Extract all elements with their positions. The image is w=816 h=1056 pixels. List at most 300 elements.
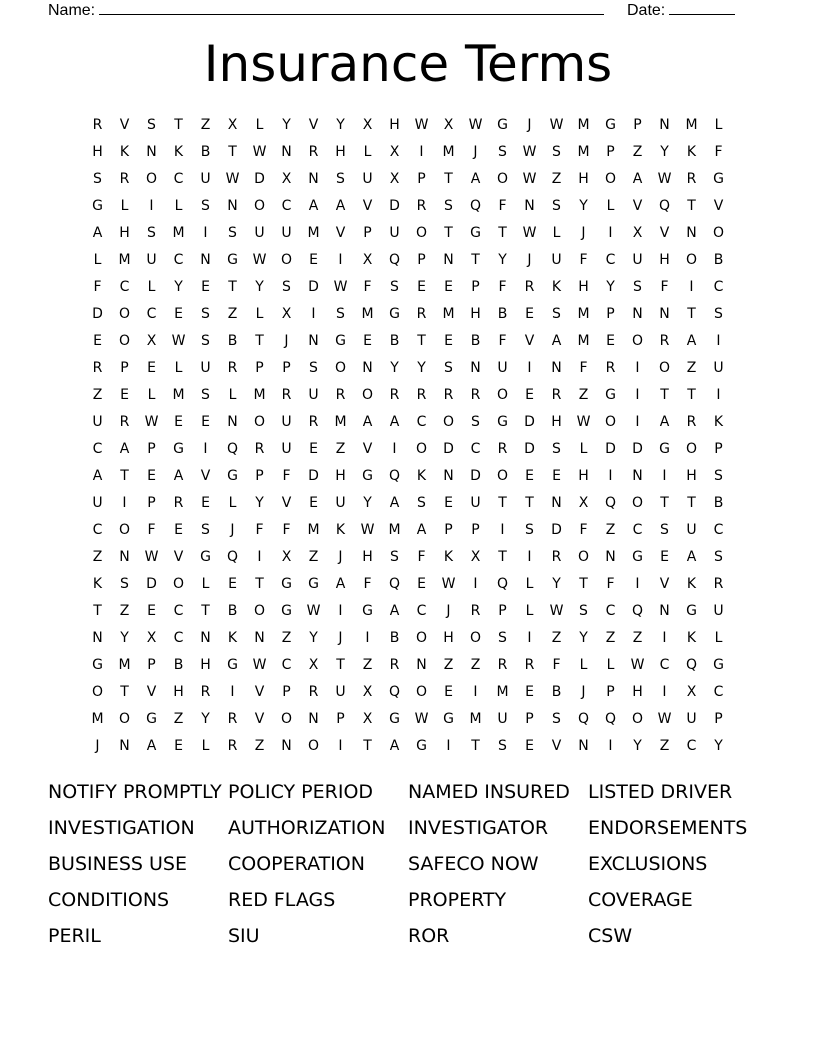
grid-cell: B: [173, 657, 184, 673]
grid-cell: W: [414, 711, 429, 727]
grid-cell: P: [498, 603, 507, 619]
word-list-item: NAMED INSURED: [408, 781, 570, 803]
grid-cell: E: [525, 387, 534, 403]
grid-cell: N: [362, 360, 373, 376]
grid-cell: L: [363, 144, 372, 160]
grid-cell: N: [200, 630, 211, 646]
grid-cell: R: [335, 387, 346, 403]
grid-cell: Q: [631, 603, 644, 619]
word-list-item: COVERAGE: [588, 889, 693, 911]
grid-cell: O: [415, 684, 428, 700]
grid-cell: L: [525, 576, 534, 592]
grid-cell: H: [686, 468, 697, 484]
grid-cell: I: [689, 279, 694, 295]
grid-cell: R: [416, 198, 427, 214]
grid-cell: K: [173, 144, 184, 160]
grid-cell: V: [524, 333, 535, 349]
grid-cell: E: [174, 738, 183, 754]
grid-cell: I: [608, 225, 613, 241]
grid-cell: U: [362, 171, 373, 187]
grid-cell: I: [608, 468, 613, 484]
grid-cell: L: [525, 603, 534, 619]
grid-cell: S: [309, 360, 318, 376]
grid-cell: M: [118, 657, 131, 673]
grid-cell: L: [228, 387, 237, 403]
grid-cell: W: [252, 657, 267, 673]
grid-cell: W: [522, 144, 537, 160]
grid-cell: R: [416, 306, 427, 322]
grid-cell: R: [713, 576, 724, 592]
grid-cell: C: [173, 171, 184, 187]
grid-cell: C: [686, 738, 697, 754]
grid-cell: G: [227, 657, 238, 673]
grid-cell: H: [470, 306, 481, 322]
grid-cell: Q: [496, 576, 509, 592]
grid-cell: R: [173, 495, 184, 511]
grid-cell: N: [308, 711, 319, 727]
grid-cell: C: [416, 414, 427, 430]
page-title: Insurance Terms: [203, 35, 613, 93]
grid-cell: E: [174, 414, 183, 430]
grid-cell: W: [522, 171, 537, 187]
grid-cell: X: [389, 144, 400, 160]
grid-cell: A: [335, 576, 346, 592]
grid-cell: C: [173, 252, 184, 268]
grid-cell: V: [254, 684, 265, 700]
word-list-item: PROPERTY: [408, 889, 507, 911]
grid-cell: V: [362, 441, 373, 457]
grid-cell: R: [389, 657, 400, 673]
grid-cell: P: [714, 441, 723, 457]
grid-cell: Q: [388, 576, 401, 592]
grid-cell: A: [389, 603, 400, 619]
grid-cell: S: [147, 225, 156, 241]
grid-cell: H: [362, 549, 373, 565]
grid-cell: P: [417, 252, 426, 268]
word-list-item: INVESTIGATION: [48, 817, 195, 839]
grid-cell: G: [713, 657, 724, 673]
grid-cell: V: [335, 225, 346, 241]
grid-cell: T: [525, 495, 534, 511]
grid-cell: F: [498, 279, 507, 295]
grid-cell: A: [416, 522, 427, 538]
grid-cell: F: [363, 279, 372, 295]
grid-cell: Z: [254, 738, 265, 754]
grid-cell: E: [606, 333, 615, 349]
date-label: Date:: [627, 2, 666, 19]
grid-cell: Q: [469, 198, 482, 214]
grid-cell: L: [93, 252, 102, 268]
grid-cell: S: [444, 198, 453, 214]
grid-cell: T: [444, 225, 453, 241]
grid-cell: H: [632, 684, 643, 700]
grid-cell: E: [660, 549, 669, 565]
grid-cell: A: [632, 171, 643, 187]
grid-cell: H: [578, 279, 589, 295]
grid-cell: Q: [388, 684, 401, 700]
grid-cell: N: [524, 198, 535, 214]
grid-cell: K: [686, 144, 697, 160]
grid-cell: T: [228, 144, 237, 160]
grid-cell: Y: [309, 630, 318, 646]
grid-cell: A: [92, 225, 103, 241]
word-list-item: SAFECO NOW: [408, 853, 539, 875]
grid-cell: W: [144, 549, 159, 565]
grid-cell: C: [146, 306, 157, 322]
grid-cell: S: [201, 522, 210, 538]
grid-cell: I: [122, 495, 127, 511]
grid-cell: L: [174, 198, 183, 214]
grid-cell: O: [415, 630, 428, 646]
grid-cell: Z: [119, 603, 130, 619]
grid-cell: I: [527, 360, 532, 376]
grid-cell: I: [392, 441, 397, 457]
grid-cell: B: [227, 603, 238, 619]
grid-cell: G: [335, 333, 346, 349]
grid-cell: F: [363, 576, 372, 592]
grid-cell: T: [201, 603, 210, 619]
grid-cell: A: [551, 333, 562, 349]
grid-cell: O: [496, 171, 509, 187]
grid-cell: V: [254, 711, 265, 727]
grid-cell: D: [308, 468, 319, 484]
grid-cell: G: [713, 171, 724, 187]
grid-cell: P: [417, 171, 426, 187]
grid-cell: Y: [255, 279, 264, 295]
word-list-item: PERIL: [48, 925, 101, 947]
grid-cell: P: [606, 306, 615, 322]
grid-cell: S: [525, 522, 534, 538]
grid-cell: O: [604, 171, 617, 187]
grid-cell: T: [120, 684, 129, 700]
grid-cell: P: [606, 144, 615, 160]
grid-cell: W: [576, 414, 591, 430]
grid-cell: T: [363, 738, 372, 754]
grid-cell: G: [632, 549, 643, 565]
grid-cell: T: [255, 333, 264, 349]
grid-cell: R: [686, 414, 697, 430]
date-group: [627, 0, 735, 20]
grid-cell: Z: [470, 657, 481, 673]
grid-cell: D: [92, 306, 103, 322]
grid-cell: W: [252, 252, 267, 268]
grid-cell: F: [498, 198, 507, 214]
grid-cell: P: [147, 495, 156, 511]
grid-cell: J: [338, 549, 343, 565]
grid-cell: M: [577, 117, 590, 133]
grid-cell: V: [551, 738, 562, 754]
grid-cell: S: [444, 360, 453, 376]
grid-cell: F: [714, 144, 723, 160]
grid-cell: X: [281, 306, 292, 322]
grid-cell: C: [173, 630, 184, 646]
grid-cell: F: [579, 252, 588, 268]
grid-cell: Z: [335, 441, 346, 457]
grid-cell: G: [281, 576, 292, 592]
grid-cell: M: [442, 144, 455, 160]
grid-cell: I: [338, 252, 343, 268]
grid-cell: Y: [336, 117, 345, 133]
grid-cell: T: [228, 279, 237, 295]
name-field[interactable]: [99, 0, 604, 15]
grid-cell: N: [632, 306, 643, 322]
grid-cell: R: [389, 387, 400, 403]
grid-cell: P: [444, 522, 453, 538]
grid-cell: A: [119, 441, 130, 457]
grid-cell: X: [632, 225, 643, 241]
grid-cell: N: [227, 198, 238, 214]
grid-cell: S: [120, 576, 129, 592]
grid-cell: B: [389, 630, 400, 646]
grid-cell: T: [120, 468, 129, 484]
grid-cell: A: [308, 198, 319, 214]
grid-cell: L: [228, 495, 237, 511]
grid-cell: E: [525, 738, 534, 754]
grid-cell: O: [631, 711, 644, 727]
grid-cell: Q: [388, 468, 401, 484]
grid-cell: H: [551, 414, 562, 430]
grid-cell: N: [659, 117, 670, 133]
date-field[interactable]: [669, 0, 735, 15]
grid-cell: U: [92, 495, 103, 511]
grid-cell: R: [119, 171, 130, 187]
grid-cell: K: [92, 576, 103, 592]
grid-cell: R: [470, 387, 481, 403]
grid-cell: S: [633, 279, 642, 295]
grid-cell: K: [335, 522, 346, 538]
grid-cell: X: [146, 630, 157, 646]
grid-cell: G: [92, 198, 103, 214]
grid-cell: W: [414, 117, 429, 133]
grid-cell: H: [389, 117, 400, 133]
grid-cell: Z: [92, 549, 103, 565]
grid-cell: C: [713, 279, 724, 295]
grid-cell: E: [417, 576, 426, 592]
grid-cell: N: [686, 225, 697, 241]
grid-cell: S: [714, 306, 723, 322]
grid-cell: Y: [363, 495, 372, 511]
grid-cell: P: [282, 684, 291, 700]
grid-cell: Q: [658, 198, 671, 214]
grid-cell: D: [308, 279, 319, 295]
grid-cell: Y: [633, 738, 642, 754]
grid-cell: O: [118, 711, 131, 727]
grid-cell: T: [687, 198, 696, 214]
grid-cell: X: [389, 171, 400, 187]
grid-cell: V: [200, 468, 211, 484]
grid-cell: I: [662, 684, 667, 700]
grid-cell: F: [282, 522, 291, 538]
grid-cell: P: [471, 279, 480, 295]
grid-cell: I: [500, 522, 505, 538]
grid-cell: H: [119, 225, 130, 241]
grid-cell: L: [147, 387, 156, 403]
grid-cell: N: [578, 738, 589, 754]
grid-cell: Z: [551, 630, 562, 646]
grid-cell: M: [577, 144, 590, 160]
grid-cell: L: [147, 279, 156, 295]
word-list-item: SIU: [228, 925, 260, 947]
grid-cell: C: [470, 441, 481, 457]
grid-cell: Q: [685, 657, 698, 673]
grid-cell: B: [470, 333, 481, 349]
grid-cell: R: [551, 549, 562, 565]
grid-cell: G: [281, 603, 292, 619]
word-list-item: CONDITIONS: [48, 889, 170, 911]
grid-cell: K: [713, 414, 724, 430]
grid-cell: V: [713, 198, 724, 214]
grid-cell: M: [118, 252, 131, 268]
grid-cell: I: [608, 738, 613, 754]
grid-cell: X: [308, 657, 319, 673]
grid-cell: W: [441, 576, 456, 592]
grid-cell: X: [281, 549, 292, 565]
grid-cell: X: [362, 117, 373, 133]
grid-cell: U: [335, 684, 346, 700]
grid-cell: V: [659, 576, 670, 592]
grid-cell: O: [280, 252, 293, 268]
grid-cell: C: [92, 441, 103, 457]
grid-cell: I: [635, 576, 640, 592]
grid-cell: W: [225, 171, 240, 187]
grid-cell: W: [657, 711, 672, 727]
grid-cell: B: [551, 684, 562, 700]
grid-cell: N: [227, 414, 238, 430]
grid-cell: O: [712, 225, 725, 241]
grid-cell: U: [335, 495, 346, 511]
grid-cell: Z: [92, 387, 103, 403]
grid-cell: W: [306, 603, 321, 619]
grid-cell: V: [362, 198, 373, 214]
grid-cell: C: [416, 603, 427, 619]
grid-cell: C: [92, 522, 103, 538]
grid-cell: X: [362, 711, 373, 727]
grid-cell: E: [444, 333, 453, 349]
grid-cell: O: [118, 333, 131, 349]
grid-cell: H: [92, 144, 103, 160]
grid-cell: T: [255, 576, 264, 592]
grid-cell: P: [120, 360, 129, 376]
grid-cell: J: [527, 252, 532, 268]
grid-cell: T: [417, 333, 426, 349]
grid-cell: H: [578, 468, 589, 484]
grid-cell: N: [416, 657, 427, 673]
grid-cell: E: [93, 333, 102, 349]
grid-cell: I: [311, 306, 316, 322]
grid-cell: C: [119, 279, 130, 295]
grid-cell: A: [389, 414, 400, 430]
grid-cell: K: [443, 549, 454, 565]
grid-cell: Y: [552, 576, 561, 592]
grid-cell: M: [388, 522, 401, 538]
grid-cell: X: [281, 171, 292, 187]
grid-cell: O: [253, 198, 266, 214]
grid-cell: A: [389, 495, 400, 511]
grid-cell: I: [230, 684, 235, 700]
grid-cell: O: [91, 684, 104, 700]
grid-cell: G: [227, 468, 238, 484]
grid-cell: A: [470, 171, 481, 187]
grid-cell: Y: [255, 495, 264, 511]
grid-cell: R: [308, 144, 319, 160]
grid-cell: G: [227, 252, 238, 268]
grid-cell: R: [524, 657, 535, 673]
grid-cell: G: [200, 549, 211, 565]
grid-cell: B: [497, 306, 508, 322]
grid-cell: Y: [579, 198, 588, 214]
grid-cell: S: [714, 468, 723, 484]
grid-cell: X: [578, 495, 589, 511]
grid-cell: H: [578, 171, 589, 187]
grid-cell: I: [203, 441, 208, 457]
grid-cell: V: [173, 549, 184, 565]
grid-cell: W: [657, 171, 672, 187]
grid-cell: F: [282, 468, 291, 484]
grid-cell: N: [659, 603, 670, 619]
grid-cell: C: [173, 603, 184, 619]
grid-cell: I: [473, 576, 478, 592]
grid-cell: Z: [551, 171, 562, 187]
grid-cell: I: [716, 387, 721, 403]
grid-cell: E: [525, 684, 534, 700]
grid-cell: V: [146, 684, 157, 700]
grid-cell: T: [471, 252, 480, 268]
grid-cell: E: [363, 333, 372, 349]
word-list-item: BUSINESS USE: [48, 853, 187, 875]
grid-cell: S: [552, 306, 561, 322]
grid-cell: I: [419, 144, 424, 160]
grid-cell: T: [660, 495, 669, 511]
word-list-item: ENDORSEMENTS: [588, 817, 748, 839]
grid-cell: V: [632, 198, 643, 214]
grid-cell: I: [527, 630, 532, 646]
grid-cell: I: [662, 468, 667, 484]
grid-cell: L: [120, 198, 129, 214]
grid-cell: O: [442, 414, 455, 430]
grid-cell: N: [632, 468, 643, 484]
grid-cell: J: [446, 603, 451, 619]
grid-cell: Y: [282, 117, 291, 133]
grid-cell: A: [686, 549, 697, 565]
grid-cell: L: [579, 441, 588, 457]
grid-cell: T: [687, 306, 696, 322]
grid-cell: D: [254, 171, 265, 187]
grid-cell: C: [713, 522, 724, 538]
grid-cell: E: [147, 360, 156, 376]
grid-cell: O: [685, 252, 698, 268]
grid-cell: T: [579, 576, 588, 592]
grid-cell: R: [227, 738, 238, 754]
grid-cell: E: [174, 522, 183, 538]
grid-cell: R: [443, 387, 454, 403]
grid-cell: S: [390, 279, 399, 295]
word-list-item: POLICY PERIOD: [228, 781, 374, 803]
grid-cell: B: [227, 333, 238, 349]
grid-cell: N: [443, 252, 454, 268]
grid-cell: E: [120, 387, 129, 403]
grid-cell: V: [281, 495, 292, 511]
grid-cell: S: [147, 117, 156, 133]
grid-cell: G: [416, 738, 427, 754]
grid-cell: W: [522, 225, 537, 241]
grid-cell: I: [257, 549, 262, 565]
grid-cell: G: [605, 387, 616, 403]
grid-cell: U: [281, 225, 292, 241]
grid-cell: U: [308, 387, 319, 403]
grid-cell: G: [470, 225, 481, 241]
grid-cell: O: [415, 225, 428, 241]
grid-cell: J: [473, 144, 478, 160]
